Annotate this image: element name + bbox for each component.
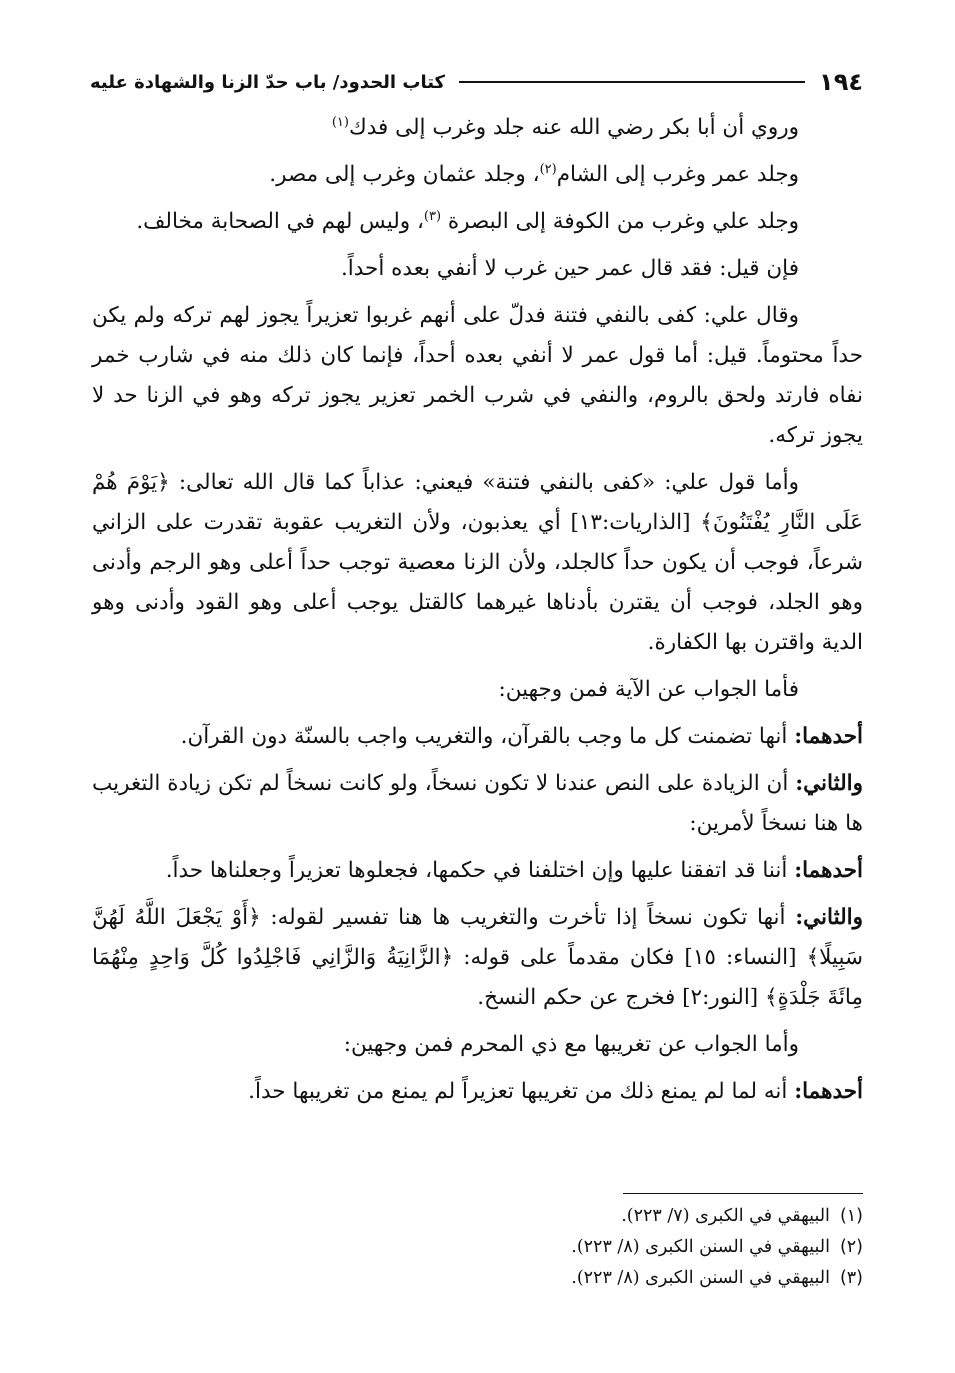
paragraph-lead: أحدهما: <box>794 1079 863 1104</box>
paragraph-lead: أحدهما: <box>794 724 863 749</box>
footnote <box>200 1201 863 1232</box>
footnote-ref: (٢) <box>539 161 557 177</box>
footnote-ref: (١) <box>331 114 349 130</box>
paragraph: وجلد علي وغرب من الكوفة إلى البصرة $^{(٣)}$، وليس لهم في الصحابة مخالف. <box>136 208 799 234</box>
paragraph: والثاني: أن الزيادة على النص عندنا لا تكون نسخاً، ولو كانت نسخاً لم تكن زيادة التغريب ها هنا نسخاً لأمرين: <box>92 771 863 836</box>
page-number: ١٩٤ <box>819 68 863 96</box>
paragraph: وأما الجواب عن تغريبها مع ذي المحرم فمن وجهين: <box>343 1032 799 1057</box>
main-text <box>92 108 863 1119</box>
footnote <box>200 1263 863 1294</box>
paragraph: أحدهما: أنها تضمنت كل ما وجب بالقرآن، والتغريب واجب بالسنّة دون القرآن. <box>180 724 863 749</box>
running-title: كتاب الحدود/ باب حدّ الزنا والشهادة عليه <box>90 71 446 93</box>
paragraph-lead: والثاني: <box>795 905 863 930</box>
paragraph: والثاني: أنها تكون نسخاً إذا تأخرت والتغريب ها هنا تفسير لقوله: ﴿أَوْ يَجْعَلَ اللَّهُ لَهُنَّ سَبِيلًا﴾ [النساء: ١٥] فكان مقدماً على قوله: ﴿الزَّانِيَةُ وَالزَّانِي فَاجْلِدُوا كُلَّ وَاحِدٍ مِنْهُمَا مِائَةَ جَلْدَةٍ﴾ [النور:٢] فخرج عن حكم النسخ. <box>92 905 863 1010</box>
paragraph: وجلد عمر وغرب إلى الشام$^{(٢)}$، وجلد عثمان وغرب إلى مصر. <box>269 161 799 187</box>
paragraph: وروي أن أبا بكر رضي الله عنه جلد وغرب إلى فدك$^{(١)}$ <box>331 114 799 140</box>
footnote-rule <box>623 1193 863 1194</box>
footnote-ref: (٣) <box>423 208 442 224</box>
paragraph: وأما قول علي: «كفى بالنفي فتنة» فيعني: عذاباً كما قال الله تعالى: ﴿يَوْمَ هُمْ عَلَى النَّارِ يُفْتَنُونَ﴾ [الذاريات:١٣] أي يعذبون، ولأن التغريب عقوبة تقدرت على الزاني شرعاً، فوجب أن يكون حداً كالجلد، ولأن الزنا معصية توجب حداً أعلى وهو الرجم وأدنى وهو الجلد، فوجب أن يقترن بأدناها غيرهما كالقتل يوجب أعلى وهو القود وأدنى وهو الدية واقترن بها الكفارة. <box>92 470 864 655</box>
header-rule <box>459 81 805 83</box>
page-header <box>90 62 863 102</box>
footnote-number: (١) <box>839 1206 863 1226</box>
footnote-number: (٢) <box>839 1237 863 1257</box>
paragraph: فإن قيل: فقد قال عمر حين غرب لا أنفي بعده أحداً. <box>340 256 799 281</box>
paragraph-lead: والثاني: <box>795 771 863 796</box>
footnote-text: البيهقي في السنن الكبرى (٨/ ٢٢٣). <box>571 1268 830 1288</box>
footnote <box>200 1232 863 1263</box>
footnote-text: البيهقي في السنن الكبرى (٨/ ٢٢٣). <box>571 1237 830 1257</box>
footnotes <box>200 1201 863 1294</box>
footnote-text: البيهقي في الكبرى (٧/ ٢٢٣). <box>621 1206 830 1226</box>
paragraph: أحدهما: أنه لما لم يمنع ذلك من تغريبها تعزيراً لم يمنع من تغريبها حداً. <box>248 1079 863 1104</box>
paragraph: وقال علي: كفى بالنفي فتنة فدلّ على أنهم غربوا تعزيراً يجوز لهم تركه ولم يكن حداً محتوماً. قيل: أما قول عمر لا أنفي بعده أحداً، فإنما كان ذلك منه في شارب خمر نفاه فارتد ولحق بالروم، والنفي في شرب الخمر تعزير يجوز تركه وهو في الزنا حد لا يجوز تركه. <box>92 303 863 448</box>
paragraph: أحدهما: أننا قد اتفقنا عليها وإن اختلفنا في حكمها، فجعلوها تعزيراً وجعلناها حداً. <box>165 858 863 883</box>
footnote-number: (٣) <box>839 1268 863 1288</box>
paragraph-lead: أحدهما: <box>794 858 863 883</box>
paragraph: فأما الجواب عن الآية فمن وجهين: <box>498 677 799 702</box>
